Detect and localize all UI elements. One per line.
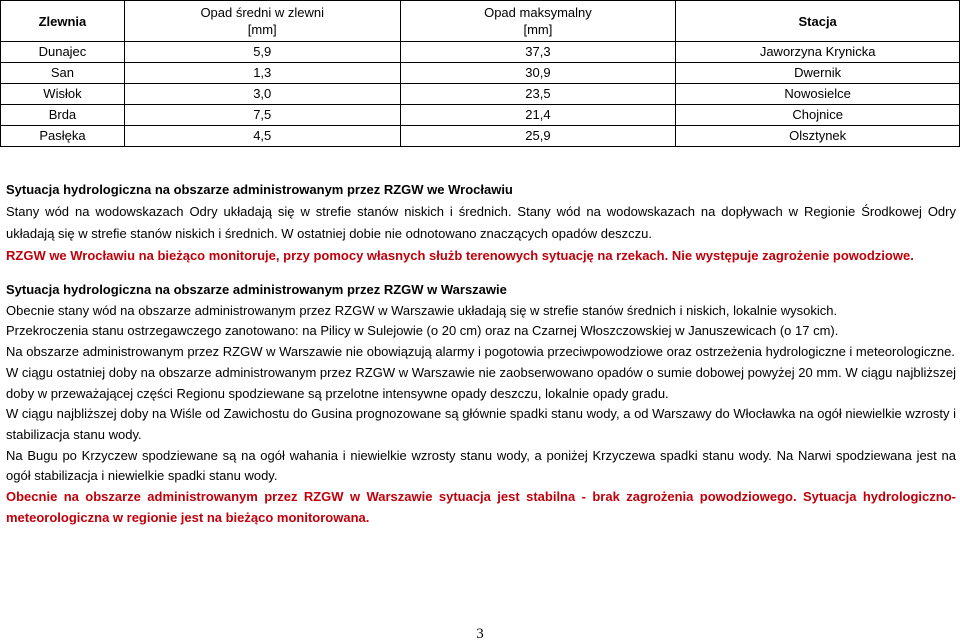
table-header-row	[1, 1, 960, 42]
header-opad-max-line1: Opad maksymalny	[484, 5, 592, 20]
cell-zlewnia: San	[1, 63, 125, 84]
cell-stacja: Olsztynek	[676, 126, 960, 147]
table-row	[1, 42, 960, 63]
warszawa-paragraph-6: Na Bugu po Krzyczew spodziewane są na ogół wahania i niewielkie wzrosty stanu wody, a poniżej Krzyczewa spadki stanu wody. Na Narwi spodziewana jest na ogół stabilizacja i niewielkie spadki stanu wody.	[6, 447, 956, 484]
cell-zlewnia: Wisłok	[1, 84, 125, 105]
table-row	[1, 84, 960, 105]
cell-opad-max: 25,9	[400, 126, 676, 147]
wroclaw-alert-paragraph: RZGW we Wrocławiu na bieżąco monitoruje, przy pomocy własnych służb terenowych sytuację na rzekach. Nie występuje zagrożenie powodziowe.	[6, 248, 914, 263]
header-opad-max-line2: [mm]	[523, 22, 553, 37]
header-opad-sredni	[124, 1, 400, 42]
warszawa-paragraph-2: Przekroczenia stanu ostrzegawczego zanotowano: na Pilicy w Sulejowie (o 20 cm) oraz na Czarnej Włoszczowskiej w Januszewicach (o 17 cm).	[6, 323, 839, 339]
cell-opad-sredni: 5,9	[124, 42, 400, 63]
warszawa-paragraph-1: Obecnie stany wód na obszarze administrowanym przez RZGW w Warszawie układają się w strefie stanów średnich i niskich, lokalnie wysokich.	[6, 302, 838, 318]
header-stacja: Stacja	[676, 1, 960, 42]
cell-opad-max: 30,9	[400, 63, 676, 84]
header-opad-sredni-line2: [mm]	[247, 22, 277, 37]
cell-opad-sredni: 7,5	[124, 105, 400, 126]
cell-zlewnia: Brda	[1, 105, 125, 126]
wroclaw-paragraph: Stany wód na wodowskazach Odry układają się w strefie stanów niskich i średnich. Stany wód na wodowskazach na dopływach w Regionie Środkowej Odry układają się w strefie stanów niskich i średnich. W ostatniej dobie nie odnotowano znaczących opadów deszczu.	[6, 204, 956, 241]
table-row	[1, 126, 960, 147]
cell-opad-max: 23,5	[400, 84, 676, 105]
warszawa-paragraph-4: W ciągu ostatniej doby na obszarze administrowanym przez RZGW w Warszawie nie zaobserwowano opadów o sumie dobowej powyżej 20 mm. W ciągu najbliższej doby w przeważającej części Regionu spodziewane są przelotne intensywne opady deszczu, lokalnie opady gradu.	[6, 364, 956, 401]
cell-opad-max: 37,3	[400, 42, 676, 63]
table-row	[1, 63, 960, 84]
wroclaw-heading: Sytuacja hydrologiczna na obszarze administrowanym przez RZGW we Wrocławiu	[6, 182, 513, 197]
header-opad-max	[400, 1, 676, 42]
cell-opad-sredni: 4,5	[124, 126, 400, 147]
table-row	[1, 105, 960, 126]
warszawa-paragraph-5: W ciągu najbliższej doby na Wiśle od Zawichostu do Gusina prognozowane są głównie spadki stanu wody, a od Warszawy do Włocławka na ogół niewielkie wzrosty i stabilizacja stanu wody.	[6, 406, 956, 442]
cell-stacja: Jaworzyna Krynicka	[676, 42, 960, 63]
warszawa-paragraph-3: Na obszarze administrowanym przez RZGW w Warszawie nie obowiązują alarmy i pogotowia przeciwpowodziowe oraz ostrzeżenia hydrologiczne i meteorologiczne.	[6, 344, 955, 360]
page-number: 3	[476, 626, 484, 642]
warszawa-section	[6, 280, 956, 528]
cell-opad-sredni: 3,0	[124, 84, 400, 105]
cell-opad-sredni: 1,3	[124, 63, 400, 84]
cell-opad-max: 21,4	[400, 105, 676, 126]
warszawa-heading: Sytuacja hydrologiczna na obszarze administrowanym przez RZGW w Warszawie	[6, 282, 507, 297]
cell-zlewnia: Dunajec	[1, 42, 125, 63]
warszawa-alert-paragraph: Obecnie na obszarze administrowanym przez RZGW w Warszawie sytuacja jest stabilna - brak zagrożenia powodziowego. Sytuacja hydrologiczno-meteorologiczna w regionie jest na bieżąco monitorowana.	[6, 489, 956, 525]
wroclaw-section	[6, 179, 956, 267]
cell-stacja: Nowosielce	[676, 84, 960, 105]
cell-stacja: Dwernik	[676, 63, 960, 84]
cell-zlewnia: Pasłęka	[1, 126, 125, 147]
header-zlewnia: Zlewnia	[1, 1, 125, 42]
header-opad-sredni-line1: Opad średni w zlewni	[200, 5, 324, 20]
cell-stacja: Chojnice	[676, 105, 960, 126]
precipitation-table	[0, 0, 960, 147]
